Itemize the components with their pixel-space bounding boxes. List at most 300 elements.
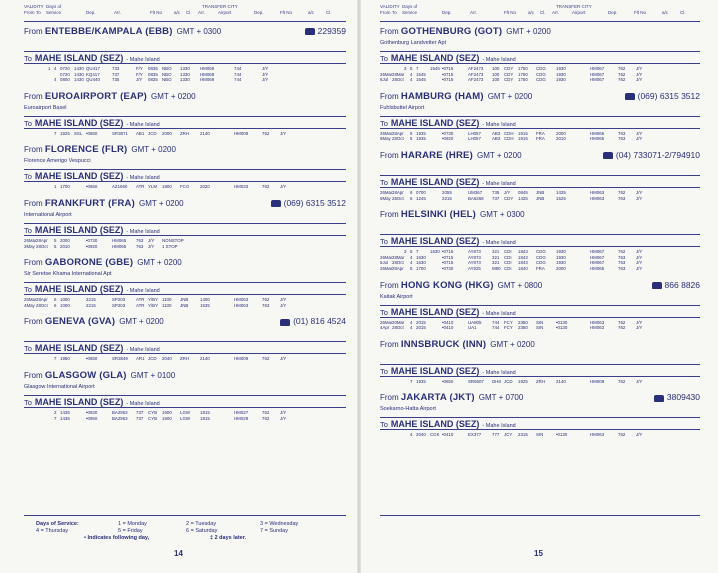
flight-cell: 1630 bbox=[416, 254, 426, 260]
flight-cell: 2040 bbox=[162, 356, 172, 362]
flight-cell: 1 bbox=[48, 66, 51, 71]
flight-cell: J/Y bbox=[280, 409, 287, 415]
telephone-icon bbox=[625, 93, 635, 100]
flight-cell: 762 bbox=[262, 184, 270, 190]
flight-cell: CDG bbox=[536, 66, 546, 71]
flight-cell: HM063 bbox=[590, 319, 605, 325]
flight-cell: 1330 bbox=[180, 77, 190, 83]
flight-cell: 7 bbox=[416, 66, 419, 71]
flight-cell: 4May bbox=[24, 302, 35, 308]
flight-cell: CDH bbox=[504, 136, 514, 142]
flight-cell: HM063 bbox=[234, 297, 249, 303]
flight-cell: J/Y bbox=[148, 237, 155, 243]
destination-row bbox=[24, 395, 346, 408]
page-number: 14 bbox=[174, 549, 183, 558]
origin-gmt: GMT + 0200 bbox=[490, 339, 535, 349]
flight-cell: CDG bbox=[536, 77, 546, 83]
flight-cell: AY873 bbox=[468, 249, 481, 255]
flight-cell: 4Apr bbox=[380, 325, 390, 331]
to-label: To bbox=[24, 397, 32, 407]
flight-cell: JNB bbox=[536, 195, 545, 201]
origin-row bbox=[24, 257, 346, 271]
origin-row bbox=[24, 144, 346, 158]
flight-cell: 6 bbox=[54, 302, 57, 308]
flight-cell: 762 bbox=[618, 319, 626, 325]
flight-cell: 1750 bbox=[518, 66, 528, 71]
origin-row bbox=[380, 280, 700, 294]
route-section bbox=[380, 91, 700, 146]
flight-cell: 28Oct bbox=[392, 325, 404, 331]
destination-row bbox=[24, 223, 346, 236]
flight-cell: YLM bbox=[148, 184, 158, 190]
flight-cell: 4 bbox=[410, 260, 413, 266]
destination-row bbox=[380, 234, 700, 247]
flight-cell: 1915 bbox=[518, 130, 528, 136]
phone-number: 866 8826 bbox=[664, 279, 700, 290]
to-label: To bbox=[380, 366, 388, 376]
flight-cell: •0410 bbox=[442, 319, 454, 325]
flight-cell: J/Y bbox=[262, 71, 269, 77]
flight-cell: 1430 bbox=[74, 71, 84, 77]
phone-number: (069) 6315 3512 bbox=[283, 197, 346, 208]
flight-cell: 6Jul bbox=[380, 260, 389, 266]
destination-row bbox=[380, 364, 700, 377]
flight-cell: J/Y bbox=[262, 66, 269, 71]
flight-cell: 28Oct bbox=[36, 243, 48, 249]
flight-cell: UA805 bbox=[468, 319, 482, 325]
to-label: To bbox=[380, 237, 388, 247]
origin-heading bbox=[380, 339, 535, 350]
flight-cell: 20Mar bbox=[392, 319, 405, 325]
flight-row bbox=[380, 325, 700, 331]
destination-airport: - Mahe Island bbox=[126, 228, 160, 235]
left-sections bbox=[24, 26, 346, 425]
reservation-phone bbox=[280, 316, 346, 326]
origin-row bbox=[24, 26, 346, 40]
flight-cell: 5 bbox=[54, 237, 57, 243]
origin-gmt: GMT + 0100 bbox=[130, 370, 176, 380]
flight-cell: 28Oct bbox=[392, 195, 404, 201]
origin-gmt: GMT + 0200 bbox=[131, 145, 176, 155]
flight-cell: 28Apr bbox=[392, 130, 404, 136]
flight-cell: 1430 bbox=[74, 77, 84, 83]
flight-cell: 4 bbox=[410, 325, 413, 331]
destination-row bbox=[24, 341, 346, 354]
destination-row bbox=[24, 282, 346, 295]
column-header: VALIDITY Days of TRANSFER CITY From To Service Dep. Arr. Flt No a/c Cl. Arr. Airport Dep. Flt No a/c Cl. bbox=[380, 0, 700, 22]
days-of-service-legend: Days of Service: 1 = Monday 2 = Tuesday 3 = Wednesday 4 = Thursday 5 = Friday 6 = Saturday 7 = Sunday • Indicates following day, ‡ 2 days later. bbox=[24, 515, 346, 547]
column-header: VALIDITY Days of TRANSFER CITY From To Service Dep. Arr. Flt No a/c Cl. Arr. Airport Dep. Flt No a/c Cl. bbox=[24, 0, 346, 22]
flight-cell: ZRH bbox=[180, 356, 190, 362]
flight-cell: 28Oct bbox=[392, 260, 404, 266]
destination-city: MAHE ISLAND (SEZ) bbox=[390, 306, 480, 317]
flight-cell: 762 bbox=[618, 325, 626, 331]
flight-row bbox=[380, 196, 700, 202]
flight-cell: •0950 bbox=[86, 415, 98, 421]
flight-list bbox=[24, 129, 346, 141]
flight-cell: 1840 bbox=[518, 265, 528, 271]
origin-airport: International Airport bbox=[24, 211, 72, 218]
origin-airport: Florence Amerigo Vespucci bbox=[24, 158, 91, 165]
flight-cell: 1245 bbox=[416, 195, 426, 201]
origin-row bbox=[24, 198, 346, 212]
flight-cell: 1815 bbox=[200, 415, 210, 421]
flight-cell: 1100 bbox=[162, 302, 172, 308]
flight-cell: 5May bbox=[380, 195, 391, 201]
flight-cell: 763 bbox=[136, 243, 144, 249]
flight-cell: •0650 bbox=[86, 130, 98, 136]
flight-cell: CDG bbox=[536, 71, 546, 77]
flight-cell: CDI bbox=[504, 254, 512, 260]
route-section bbox=[24, 91, 346, 141]
flight-row bbox=[380, 379, 700, 385]
flight-cell: J/Y bbox=[280, 184, 287, 190]
telephone-icon bbox=[654, 395, 664, 402]
flight-list bbox=[380, 188, 700, 205]
from-label: From bbox=[380, 280, 401, 290]
origin-gmt: GMT + 0200 bbox=[138, 198, 184, 208]
flight-cell: •0730 bbox=[442, 130, 454, 136]
flight-cell: 2015 bbox=[416, 319, 426, 325]
flight-cell: 744 bbox=[492, 319, 500, 325]
flight-cell: 763 bbox=[618, 260, 626, 266]
flight-cell: 763 bbox=[262, 302, 270, 308]
flight-cell: LGW bbox=[180, 409, 191, 415]
flight-cell: CDG bbox=[536, 249, 546, 255]
origin-row bbox=[380, 392, 700, 406]
destination-city: MAHE ISLAND (SEZ) bbox=[34, 343, 124, 354]
flight-cell: 1930 bbox=[556, 254, 566, 260]
flight-cell: 2040 bbox=[416, 432, 426, 438]
origin-row bbox=[380, 91, 700, 105]
destination-airport: - Mahe Island bbox=[482, 180, 516, 187]
flight-cell: 1915 bbox=[518, 136, 528, 142]
flight-cell: EX377 bbox=[468, 432, 482, 438]
origin-gmt: GMT + 0300 bbox=[176, 27, 222, 36]
route-section bbox=[380, 26, 700, 87]
flight-cell: 6Jul bbox=[380, 77, 389, 83]
destination-row bbox=[380, 305, 700, 318]
reservation-phone bbox=[652, 280, 700, 290]
flight-cell: AB1 bbox=[136, 130, 145, 136]
flight-cell: 1000 bbox=[60, 302, 70, 308]
from-label: From bbox=[24, 27, 45, 36]
destination-airport: - Mahe Island bbox=[126, 57, 160, 63]
flight-cell: 2000 bbox=[556, 265, 566, 271]
flight-cell: 733 bbox=[112, 66, 120, 71]
destination-city: MAHE ISLAND (SEZ) bbox=[390, 419, 480, 430]
flight-cell: 0835 bbox=[148, 77, 158, 83]
destination-city: MAHE ISLAND (SEZ) bbox=[34, 284, 124, 295]
from-label: From bbox=[380, 27, 401, 36]
flight-cell: 2140 bbox=[200, 356, 210, 362]
flight-cell: 0835 bbox=[148, 71, 158, 77]
flight-cell: QU417 bbox=[86, 66, 100, 71]
flight-cell: 1435 bbox=[556, 189, 566, 195]
flight-list bbox=[380, 377, 700, 389]
flight-cell: ZRH bbox=[180, 130, 190, 136]
flight-cell: 321 bbox=[492, 249, 500, 255]
flight-row bbox=[380, 136, 700, 142]
flight-cell: 737 bbox=[136, 409, 144, 415]
flight-cell: LGW bbox=[180, 415, 191, 421]
flight-cell: J/Y bbox=[280, 356, 287, 362]
flight-cell: •0650 bbox=[86, 184, 98, 190]
from-label: From bbox=[24, 145, 45, 155]
from-label: From bbox=[380, 150, 401, 160]
origin-airport bbox=[380, 164, 700, 172]
flight-cell: UM367 bbox=[468, 189, 483, 195]
destination-city: MAHE ISLAND (SEZ) bbox=[390, 236, 480, 247]
flight-cell: •0715 bbox=[442, 71, 454, 77]
origin-row bbox=[380, 26, 700, 40]
flight-cell: 1930 bbox=[556, 249, 566, 255]
flight-cell: ATR bbox=[136, 184, 145, 190]
route-section bbox=[24, 198, 346, 253]
route-section bbox=[380, 209, 700, 275]
flight-list bbox=[380, 247, 700, 275]
flight-cell: SR3871 bbox=[112, 130, 128, 136]
flight-cell: 762 bbox=[262, 130, 270, 136]
phone-number: 229359 bbox=[317, 26, 346, 36]
origin-airport bbox=[380, 353, 700, 361]
flight-cell: JNB bbox=[180, 302, 189, 308]
flight-cell: 1843 bbox=[518, 249, 528, 255]
flight-cell: 0720 bbox=[60, 66, 70, 71]
route-section bbox=[24, 144, 346, 194]
from-label: From bbox=[24, 198, 45, 208]
flight-cell: 777 bbox=[492, 432, 500, 438]
flight-cell: AF2473 bbox=[468, 77, 484, 83]
to-label: To bbox=[24, 54, 32, 63]
origin-gmt: GMT + 0200 bbox=[119, 317, 164, 327]
flight-cell: •0650 bbox=[86, 356, 98, 362]
from-label: From bbox=[380, 393, 401, 403]
flight-cell: CDH bbox=[504, 130, 514, 136]
origin-city: GLASGOW (GLA) bbox=[44, 369, 127, 381]
destination-row bbox=[24, 51, 346, 64]
flight-cell: ZRH bbox=[536, 378, 546, 384]
flight-cell: 762 bbox=[618, 432, 626, 438]
flight-cell: 0800 bbox=[60, 77, 70, 83]
telephone-icon bbox=[280, 319, 290, 326]
flight-list bbox=[24, 236, 346, 253]
to-label: To bbox=[380, 307, 388, 317]
flight-cell: 1930 bbox=[556, 71, 566, 77]
origin-city: HAMBURG (HAM) bbox=[400, 90, 484, 102]
flight-cell: AY873 bbox=[468, 260, 481, 266]
flight-list bbox=[24, 64, 346, 87]
destination-airport: - Mahe Island bbox=[482, 240, 516, 247]
origin-row bbox=[380, 339, 700, 353]
flight-cell: BA2963 bbox=[112, 409, 128, 415]
flight-cell: HM069 bbox=[200, 66, 215, 71]
flight-list bbox=[380, 430, 700, 442]
telephone-icon bbox=[271, 200, 281, 207]
flight-cell: QU440 bbox=[86, 77, 100, 83]
flight-cell: HM067 bbox=[590, 77, 605, 83]
flight-cell: F/Y bbox=[136, 71, 143, 77]
flight-cell: FRA bbox=[536, 265, 545, 271]
flight-cell: FCO bbox=[180, 184, 190, 190]
telephone-icon bbox=[603, 152, 613, 159]
flight-cell: 1430 bbox=[74, 66, 84, 71]
flight-cell: 3May bbox=[24, 243, 35, 249]
origin-airport: Soekarno-Hatta Airport bbox=[380, 406, 436, 413]
flight-cell: 737 bbox=[112, 71, 120, 77]
flight-cell: 5 bbox=[410, 136, 413, 142]
origin-airport: Glasgow International Airport bbox=[24, 383, 95, 390]
flight-cell: 0700 bbox=[416, 189, 426, 195]
to-label: To bbox=[380, 420, 388, 430]
flight-cell: 321 bbox=[492, 254, 500, 260]
flight-cell: 1435 bbox=[60, 415, 70, 421]
flight-cell: 7 bbox=[54, 130, 57, 136]
flight-cell: 762 bbox=[618, 378, 626, 384]
flight-cell: 763 bbox=[618, 195, 626, 201]
flight-cell: 763 bbox=[618, 265, 626, 271]
flight-cell: J/Y bbox=[636, 66, 643, 71]
flight-cell: CDY bbox=[504, 195, 514, 201]
flight-list bbox=[380, 129, 700, 146]
destination-airport: - Mahe Island bbox=[126, 288, 160, 295]
flight-cell: 1435 bbox=[60, 409, 70, 415]
flight-cell: J/Y bbox=[636, 265, 643, 271]
flight-cell: BA6268 bbox=[468, 195, 484, 201]
origin-airport bbox=[380, 223, 700, 231]
flight-cell: CYB bbox=[148, 415, 158, 421]
flight-cell: 7 bbox=[54, 415, 57, 421]
flight-cell: 1750 bbox=[518, 71, 528, 77]
destination-row bbox=[24, 116, 346, 129]
flight-cell: AY925 bbox=[468, 265, 481, 271]
flight-cell: 5 bbox=[410, 265, 413, 271]
phone-number: (01) 816 4524 bbox=[293, 316, 346, 327]
flight-cell: SIN bbox=[536, 432, 544, 438]
flight-cell: 737 bbox=[492, 195, 500, 201]
flight-cell: 762 bbox=[262, 409, 270, 415]
flight-cell: JCD bbox=[148, 356, 157, 362]
flight-cell: •0715 bbox=[442, 77, 454, 83]
telephone-icon bbox=[305, 28, 315, 35]
flight-cell: 28Oct bbox=[392, 136, 404, 142]
origin-airport bbox=[24, 330, 346, 338]
flight-cell: 3 bbox=[404, 66, 407, 71]
flight-cell: Y/BY bbox=[148, 297, 159, 303]
origin-city: FLORENCE (FLR) bbox=[44, 144, 128, 156]
destination-airport: - Mahe Island bbox=[126, 400, 160, 407]
route-section bbox=[24, 370, 346, 425]
flight-cell: CDI bbox=[504, 265, 512, 271]
flight-cell: 28Apr bbox=[36, 237, 48, 243]
to-label: To bbox=[24, 285, 32, 295]
destination-row bbox=[380, 51, 700, 64]
origin-city: GABORONE (GBE) bbox=[44, 257, 134, 269]
flight-cell: HM063 bbox=[234, 302, 249, 308]
flight-cell: 7 bbox=[410, 378, 413, 384]
flight-cell: 1700 bbox=[60, 184, 70, 190]
origin-airport: Sir Seretse Khama International Apt bbox=[24, 271, 112, 278]
flight-cell: 5 bbox=[410, 66, 413, 71]
flight-cell: HM069 bbox=[200, 71, 215, 77]
flight-cell: •0715 bbox=[442, 254, 454, 260]
origin-heading bbox=[380, 150, 522, 161]
flight-row bbox=[24, 184, 346, 190]
origin-heading bbox=[24, 91, 196, 102]
flight-cell: HM063 bbox=[590, 189, 605, 195]
flight-cell: SSL bbox=[74, 130, 83, 136]
flight-cell: 0845 bbox=[518, 189, 528, 195]
flight-cell: HM069 bbox=[200, 77, 215, 83]
flight-cell: 4 bbox=[410, 77, 413, 83]
flight-cell: 0720 bbox=[60, 71, 70, 77]
origin-city: FRANKFURT (FRA) bbox=[44, 197, 135, 209]
flight-cell: •0920 bbox=[86, 243, 98, 249]
to-label: To bbox=[380, 54, 388, 63]
flight-cell: 2010 bbox=[556, 136, 566, 142]
route-section bbox=[380, 339, 700, 389]
route-section bbox=[24, 257, 346, 312]
flight-cell: 1930 bbox=[556, 260, 566, 266]
flight-cell: DH8 bbox=[492, 378, 501, 384]
flight-cell: SIN bbox=[536, 319, 544, 325]
flight-cell: J/Y bbox=[262, 77, 269, 83]
flight-cell: 1525 bbox=[556, 195, 566, 201]
destination-airport: - Mahe Island bbox=[482, 121, 516, 128]
flight-cell: FRA bbox=[536, 136, 545, 142]
flight-cell: 1545 bbox=[430, 66, 440, 71]
origin-city: GOTHENBURG (GOT) bbox=[400, 26, 503, 37]
flight-list bbox=[24, 354, 346, 366]
flight-cell: NBO bbox=[162, 71, 172, 77]
flight-cell: •0920 bbox=[442, 136, 454, 142]
origin-airport: Fuhlsbuttel Airport bbox=[380, 104, 425, 111]
to-label: To bbox=[24, 225, 32, 235]
telephone-icon bbox=[652, 282, 662, 289]
flight-cell: CDY bbox=[504, 66, 514, 71]
destination-city: MAHE ISLAND (SEZ) bbox=[34, 53, 124, 63]
origin-gmt: GMT + 0200 bbox=[137, 258, 182, 268]
flight-cell: Y/BY bbox=[148, 302, 159, 308]
flight-list bbox=[380, 318, 700, 335]
page-number: 15 bbox=[534, 549, 543, 558]
flight-cell: SIN bbox=[536, 325, 544, 331]
left-page bbox=[24, 0, 346, 573]
phone-number: (069) 6315 3512 bbox=[637, 90, 700, 101]
flight-cell: 2020 bbox=[200, 184, 210, 190]
flight-cell: BA2963 bbox=[112, 415, 128, 421]
flight-row bbox=[380, 266, 700, 272]
flight-cell: 28Oct bbox=[36, 302, 48, 308]
flight-cell: 28Oct bbox=[392, 77, 404, 83]
from-label: From bbox=[24, 258, 45, 268]
flight-cell: 4 bbox=[410, 432, 413, 438]
flight-cell: ATR bbox=[136, 297, 145, 303]
flight-cell: 1425 bbox=[518, 195, 528, 201]
flight-cell: J/Y bbox=[636, 254, 643, 260]
flight-cell: SR6507 bbox=[468, 378, 484, 384]
reservation-phone bbox=[625, 91, 700, 101]
origin-row bbox=[380, 150, 700, 164]
flight-cell: J/Y bbox=[636, 136, 643, 142]
flight-cell: 2 bbox=[54, 409, 57, 415]
flight-cell: 3 bbox=[404, 249, 407, 255]
right-page bbox=[380, 0, 700, 573]
flight-cell: 321 bbox=[492, 260, 500, 266]
flight-cell: 26Mar bbox=[380, 71, 393, 77]
flight-cell: 1843 bbox=[518, 260, 528, 266]
flight-cell: 2350 bbox=[518, 325, 528, 331]
